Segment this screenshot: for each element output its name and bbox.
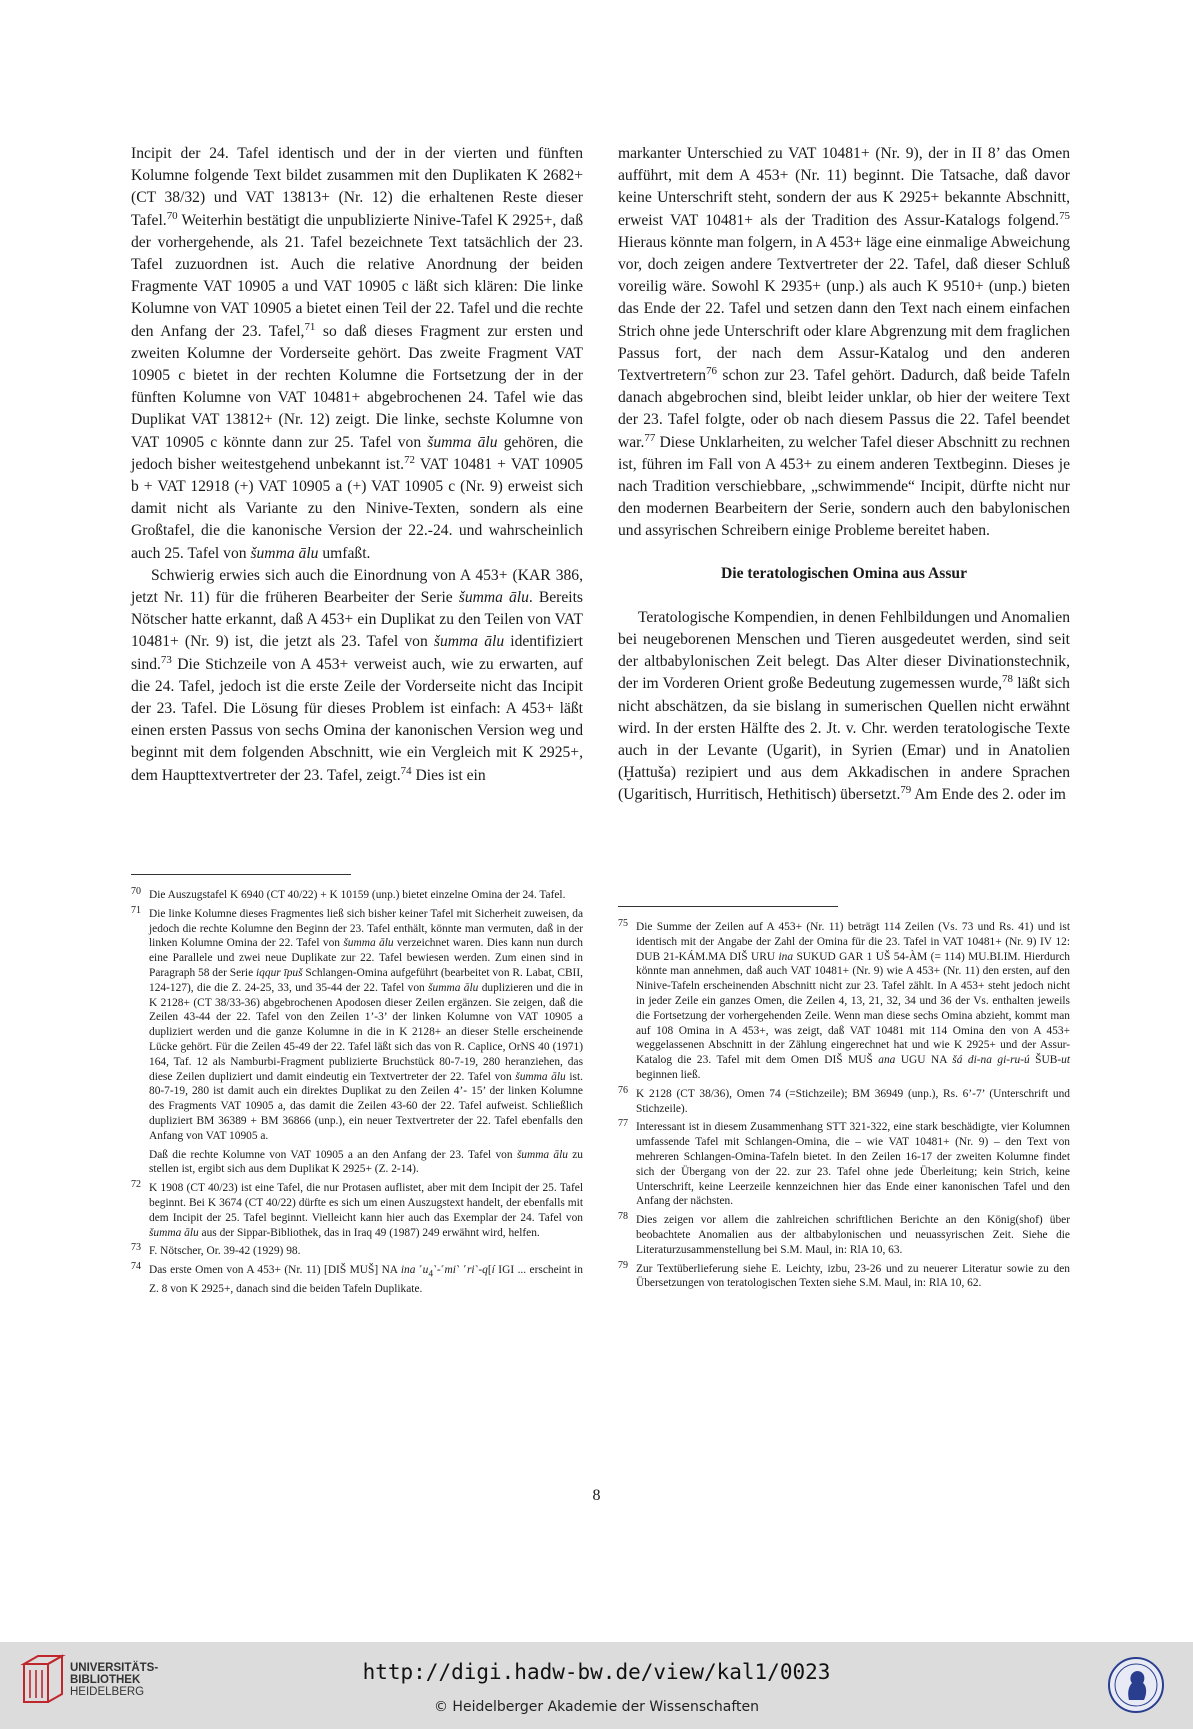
footnote-78 — [618, 1213, 1070, 1257]
footnote-74 — [131, 1263, 583, 1297]
footnote-text: K 2128 (CT 38/36), Omen 74 (=Stichzeile); BM 36949 (unp.), Rs. 6’-7’ (Unterschrift und Stichzeile). — [636, 1087, 1070, 1115]
footnote-text: Die Summe der Zeilen auf A 453+ (Nr. 11) beträgt 114 Zeilen (Vs. 73 und Rs. 41) und ist identisch mit der Angabe der Zahl der Omina für die 23. Tafel in VAT 10481+ (Nr. 9) IV 12: DUB 21-KÁM.MA DIŠ URU ina SUKUD GAR 1 UŠ 54-ÀM (= 114) MU.BI.IM. Hierdurch könnte man annehmen, daß auch VAT 10481+ (Nr. 9) wie A 453+ (Nr. 11) den ersten, auf den Ninive-Tafeln erscheinenden Abschnitt nicht zur 23. Tafel zählt. In A 453+ steht jedoch nicht in jeder Zeile ein ganzes Omen, die Zeilen 4, 13, 21, 32, 34 und 36 der Vs. enthalten jeweils die Fortsetzung der vorhergehenden Zeile. Wenn man diese sechs Omina abzieht, kommt man auf 108 Omina in A 453+, was zeigt, daß VAT 10481 mit 114 Omina den von A 453+ weggelassenen Abschnitt in der Zählung eingerechnet hat und wie K 2925+ und der Assur-Katalog die 23. Tafel mit dem Omen DIŠ MUŠ ana UGU NA šá di-na gi-ru-ú ŠUB-ut beginnen ließ. — [636, 921, 1071, 1081]
footnote-rule-right — [618, 906, 838, 907]
footnote-77 — [618, 1120, 1070, 1209]
footnote-text: Die Auszugstafel K 6940 (CT 40/22) + K 10159 (unp.) bietet einzelne Omina der 24. Tafel. — [149, 889, 566, 901]
footnote-number[interactable]: 71 — [131, 904, 141, 916]
footnote-text: Dies zeigen vor allem die zahlreichen schriftlichen Berichte an den König(shof) über beobachtete Anomalien aus der altbabylonischen und neuassyrischen Zeit. Siehe die Literaturzusammenstellung bei S.M. Maul, in: RlA 10, 63. — [636, 1214, 1070, 1256]
body-paragraph: Teratologische Kompendien, in denen Fehlbildungen und Anomalien bei neugeborenen Menschen und Tieren ausgedeutet werden, sind seit der altbabylonischen Zeit belegt. Das Alter dieser Divinationstechnik, der im Vorderen Orient große Bedeutung zugemessen wurde,$^{78}$ läßt sich nicht abschätzen, da sie bislang in sumerischen Quellen nicht erwähnt wird. In der ersten Hälfte des 2. Jt. v. Chr. werden teratologische Texte auch in der Levante (Ugarit), in Syrien (Emar) und in Anatolien (Ḫattuša) rezipiert und aus dem Akkadischen in andere Sprachen (Ugaritisch, Hurritisch, Hethitisch) übersetzt.$^{79}$ Am Ende des 2. oder im — [618, 608, 1070, 804]
library-name-line2: BIBLIOTHEK — [70, 1674, 141, 1686]
footnote-continuation: Daß die rechte Kolumne von VAT 10905 a an den Anfang der 23. Tafel von šumma ālu zu stellen ist, ergibt sich aus dem Duplikat K 2925+ (Z. 2-14). — [149, 1148, 584, 1176]
footnote-75 — [618, 920, 1070, 1083]
document-url[interactable]: http://digi.hadw-bw.de/view/kal1/0023 — [362, 1660, 831, 1684]
footnote-text: F. Nötscher, Or. 39-42 (1929) 98. — [149, 1245, 301, 1258]
footnote-rule-left — [131, 874, 351, 875]
footnote-number[interactable]: 76 — [618, 1084, 628, 1096]
page-number: 8 — [592, 1487, 601, 1504]
footnotes-right — [618, 920, 1070, 1295]
footnote-number[interactable]: 77 — [618, 1118, 628, 1130]
right-text-column — [618, 143, 1070, 807]
footnote-text: Das erste Omen von A 453+ (Nr. 11) [DIŠ MUŠ] NA ina $˹u_4˺-˹mi˺$ ˹ri˺-q[í IGI ... erscheint in Z. 8 von K 2925+, danach sind die beiden Tafeln Duplikate. — [149, 1264, 583, 1296]
footnote-number[interactable]: 70 — [131, 886, 141, 897]
footnote-text: Die linke Kolumne dieses Fragmentes ließ sich bisher keiner Tafel mit Sicherheit zuweisen, da jedoch die rechte Kolumne den Beginn der 23. Tafel enthält, könnte man vermuten, daß in der linken Kolumne Omina der 22. Tafel von šumma ālu verzeichnet waren. Dies kann nun durch eine Parallele und zwei neue Duplikate zur 22. Tafel bewiesen werden. Zum einen sind in Paragraph 58 der Serie iqqur īpuš Schlangen-Omina aufgeführt (bearbeitet von R. Labat, CBII, 124-127), die die Z. 24-25, 33, und 35-44 der 22. Tafel von šumma ālu duplizieren und die in K 2128+ (CT 38/33-36) abgebrochenen Apodosen dieser Zeilen ergänzen. Sie zeigen, daß die Zeilen 43-44 der 22. Tafel von den Zeilen 1’-3’ der linken Kolumne von VAT 10905 a dupliziert werden und die ganze Kolumne in die in K 2128+ an dieser Stelle erscheinende Lücke gehört. Für die Zeilen 45-49 der 22. Tafel läßt sich das von R. Caplice, OrNS 40 (1971) 164, Taf. 12 als Namburbi-Fragment publizierte Bruchstück 80-7-19, 280 heranziehen, das diese Zeilen dupliziert und damit eindeutig ein Textvertreter der 22. Tafel von šumma ālu ist. 80-7-19, 280 ist damit auch ein direktes Duplikat zu den Zeilen 4’- 15’ der linken Kolumne des Fragments VAT 10905 a, das damit die Zeilen 43-60 der 22. Tafel aufweist. Schließlich dupliziert BM 36389 + BM 36866 (unp.), ein neuer Textvertreter der 22. Tafel ebenfalls den Anfang von VAT 10905 a. — [149, 907, 583, 1142]
library-name-line1: UNIVERSITÄTS- — [70, 1662, 159, 1674]
footnote-70 — [131, 888, 583, 903]
footnote-text: Interessant ist in diesem Zusammenhang STT 321-322, eine stark beschädigte, vier Kolumnen umfassende Tafel mit Schlangen-Omina, die – wie VAT 10481+ (Nr. 9) – den Text von mehreren Schlangen-Omina-Tafeln bietet. In den Zeilen 16-17 der zweiten Kolumne findet sich der Übergang von der 22. zur 23. Tafel ohne jede Überleitung; kein Strich, keine Unterschrift, keine Leerzeile kennzeichnen hier das Ende einer kanonischen Tafel und den Anfang der nächsten. — [636, 1121, 1070, 1208]
footnotes-left — [131, 888, 583, 1301]
section-heading: Die teratologischen Omina aus Assur — [720, 564, 968, 582]
footnote-71 — [131, 904, 583, 1144]
body-paragraph: Incipit der 24. Tafel identisch und der in der vierten und fünften Kolumne folgende Text bildet zusammen mit den Duplikaten K 2682+ (CT 38/32) und VAT 13813+ (Nr. 12) die erhaltenen Reste dieser Tafel.$^{70}$ Weiterhin bestätigt die unpublizierte Ninive-Tafel K 2925+, daß der vorhergehende, als 21. Tafel bezeichnete Text tatsächlich der 23. Tafel zuzuordnen ist. Auch die relative Anordnung der beiden Fragmente VAT 10905 a und VAT 10905 c läßt sich klären: Die linke Kolumne von VAT 10905 a bietet einen Teil der 22. Tafel und die rechte den Anfang der 23. Tafel,$^{71}$ so daß dieses Fragment zur ersten und zweiten Kolumne der Vorderseite gehört. Das zweite Fragment VAT 10905 c bietet in der rechten Kolumne die Fortsetzung der in der fünften Kolumne von VAT 10481+ abgebrochenen 24. Tafel wie das Duplikat VAT 13812+ (Nr. 12) zeigt. Die linke, sechste Kolumne von VAT 10905 c könnte dann zur 25. Tafel von šumma ālu gehören, die jedoch bisher weitestgehend unbekannt ist.$^{72}$ VAT 10481 + VAT 10905 b + VAT 12918 (+) VAT 10905 a (+) VAT 10905 c (Nr. 9) erweist sich damit nicht als Variante zu den Ninive-Texten, sondern als eine Großtafel, die die kanonische Version der 22.-24. und wahrscheinlich auch 25. Tafel von šumma ālu umfaßt. — [131, 145, 584, 562]
footnote-79 — [618, 1259, 1070, 1292]
footnote-76 — [618, 1084, 1070, 1117]
footnote-number[interactable]: 75 — [618, 918, 628, 929]
body-paragraph: markanter Unterschied zu VAT 10481+ (Nr. 9), der in II 8’ das Omen aufführt, mit dem A 453+ (Nr. 11) beginnt. Die Tatsache, daß davor keine Unterschrift steht, sondern der aus K 2925+ bekannte Abschnitt, erweist VAT 10481+ als der Tradition des Assur-Katalogs folgend.$^{75}$ Hieraus könnte man folgern, in A 453+ läge eine einmalige Abweichung vor, doch zeigen andere Textvertreter der 22. Tafel, daß dieser Schluß voreilig wäre. Sowohl K 2935+ (unp.) als auch K 9510+ (unp.) bieten das Ende der 22. Tafel und setzen dann den Text nach einem einfachen Strich ohne jede Unterschrift oder klare Abgrenzung mit dem fraglichen Passus fort, der nach dem Assur-Katalog und den anderen Textvertretern$^{76}$ schon zur 23. Tafel gehört. Dadurch, daß beide Tafeln danach abgebrochen sind, bleibt leider unklar, ob hier der weitere Text der 23. Tafel folgte, oder ob nach diesem Passus die 22. Tafel beendet war.$^{77}$ Diese Unklarheiten, zu welcher Tafel dieser Abschnitt zu rechnen ist, führen im Fall von A 453+ zu einem anderen Textbeginn. Dieses je nach Tradition verschiebbare, „schwimmende“ Incipit, dürfte nicht nur den modernen Bearbeitern der Serie, sondern auch den babylonischen und assyrischen Schreibern einige Probleme bereitet haben. — [618, 145, 1070, 540]
footnote-number[interactable]: 79 — [618, 1259, 628, 1271]
footnote-text: K 1908 (CT 40/23) ist eine Tafel, die nur Protasen auflistet, aber mit dem Incipit der 25. Tafel beginnt. Bei K 3674 (CT 40/22) dürfte es sich um einen Auszugstext handelt, der ebenfalls mit dem Incipit der 25. Tafel beginnt. Vielleicht kann hier auch das Exemplar der 24. Tafel von šumma ālu aus der Sippar-Bibliothek, das in Iraq 49 (1987) 249 erwähnt wird, helfen. — [149, 1182, 583, 1239]
left-text-column — [131, 143, 583, 787]
footnote-number[interactable]: 72 — [131, 1179, 141, 1191]
body-paragraph: Schwierig erwies sich auch die Einordnung von A 453+ (KAR 386, jetzt Nr. 11) für die früheren Bearbeiter der Serie šumma ālu. Bereits Nötscher hatte erkannt, daß A 453+ ein Duplikat zu den Teilen von VAT 10481+ (Nr. 9) ist, die jetzt als 23. Tafel von šumma ālu identifiziert sind.$^{73}$ Die Stichzeile von A 453+ verweist auch, wie zu erwarten, auf die 24. Tafel, jedoch ist die erste Zeile der Vorderseite nicht das Incipit der 23. Tafel. Die Lösung für dieses Problem ist einfach: A 453+ läßt einen ersten Passus von sechs Omina der kanonischen Version weg und beginnt mit dem folgenden Abschnitt, wie ein Vergleich mit K 2925+, dem Haupttextvertreter der 23. Tafel, zeigt.$^{74}$ Dies ist ein — [131, 566, 584, 784]
footnote-73 — [131, 1244, 583, 1259]
footnote-number[interactable]: 78 — [618, 1211, 628, 1223]
copyright-notice: © Heidelberger Akademie der Wissenschaften — [433, 1699, 759, 1715]
viewer-footer — [0, 1642, 1193, 1729]
footnote-number[interactable]: 73 — [131, 1242, 141, 1254]
academy-seal-icon[interactable] — [1107, 1656, 1165, 1714]
footnote-text: Zur Textüberlieferung siehe E. Leichty, izbu, 23-26 und zu neuerer Literatur sowie zu den Übersetzungen von teratologischen Texten siehe S.M. Maul, in: RlA 10, 62. — [636, 1262, 1070, 1290]
footnote-72 — [131, 1181, 583, 1240]
library-name-line3: HEIDELBERG — [70, 1686, 145, 1698]
footnote-number[interactable]: 74 — [131, 1261, 141, 1273]
